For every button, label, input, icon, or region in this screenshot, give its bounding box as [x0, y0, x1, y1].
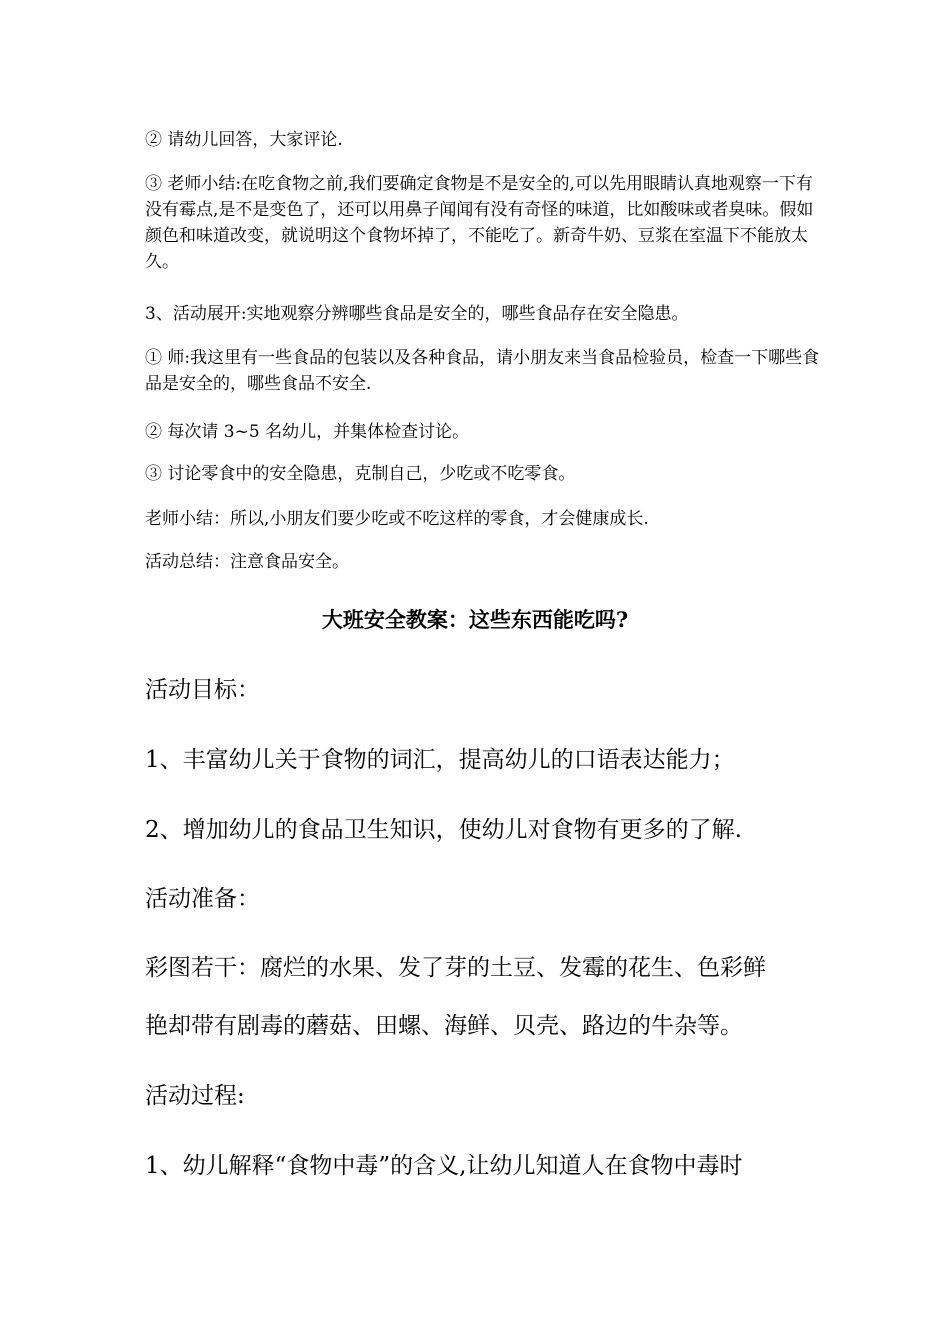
- lesson-title: 大班安全教案：这些东西能吃吗?: [321, 607, 629, 632]
- paragraph-snack-discussion: ③ 讨论零食中的安全隐患，克制自己，少吃或不吃零食。: [145, 464, 576, 484]
- paragraph-teacher-summary: ③ 老师小结:在吃食物之前,我们要确定食物是不是安全的,可以先用眼睛认真地观察一下有没有霉点,是不是变色了，还可以用鼻子闻闻有没有奇怪的味道，比如酸味或者臭味。假如颜色和味道改变，就说明这个食物坏掉了，不能吃了。新奇牛奶、豆浆在室温下不能放太久。: [145, 174, 814, 272]
- goal-item-2: 2、增加幼儿的食品卫生知识，使幼儿对食物有更多的了解.: [145, 817, 742, 843]
- goals-heading: 活动目标：: [145, 677, 260, 703]
- goal-item-1: 1、丰富幼儿关于食物的词汇，提高幼儿的口语表达能力；: [145, 747, 735, 773]
- preparation-line-2: 艳却带有剧毒的蘑菇、田螺、海鲜、贝壳、路边的牛杂等。: [145, 1013, 743, 1039]
- paragraph-activity-summary: 活动总结：注意食品安全。: [145, 552, 349, 572]
- preparation-line-1: 彩图若干：腐烂的水果、发了芽的土豆、发霉的花生、色彩鲜: [145, 955, 766, 981]
- process-item-1: 1、幼儿解释“食物中毒”的含义,让幼儿知道人在食物中毒时: [145, 1153, 743, 1179]
- preparation-heading: 活动准备：: [145, 886, 260, 912]
- process-heading: 活动过程:: [145, 1083, 245, 1109]
- paragraph-activity-expand: 3、活动展开:实地观察分辨哪些食品是安全的，哪些食品存在安全隐患。: [145, 304, 689, 324]
- paragraph-group-check: ② 每次请 3~5 名幼儿，并集体检查讨论。: [145, 422, 470, 442]
- paragraph-answer-discussion: ② 请幼儿回答，大家评论.: [145, 130, 343, 150]
- paragraph-food-inspector: ① 师:我这里有一些食品的包装以及各种食品，请小朋友来当食品检验员，检查一下哪些食品是安全的，哪些食品不安全.: [145, 348, 820, 394]
- paragraph-teacher-conclusion: 老师小结：所以,小朋友们要少吃或不吃这样的零食，才会健康成长.: [145, 509, 649, 529]
